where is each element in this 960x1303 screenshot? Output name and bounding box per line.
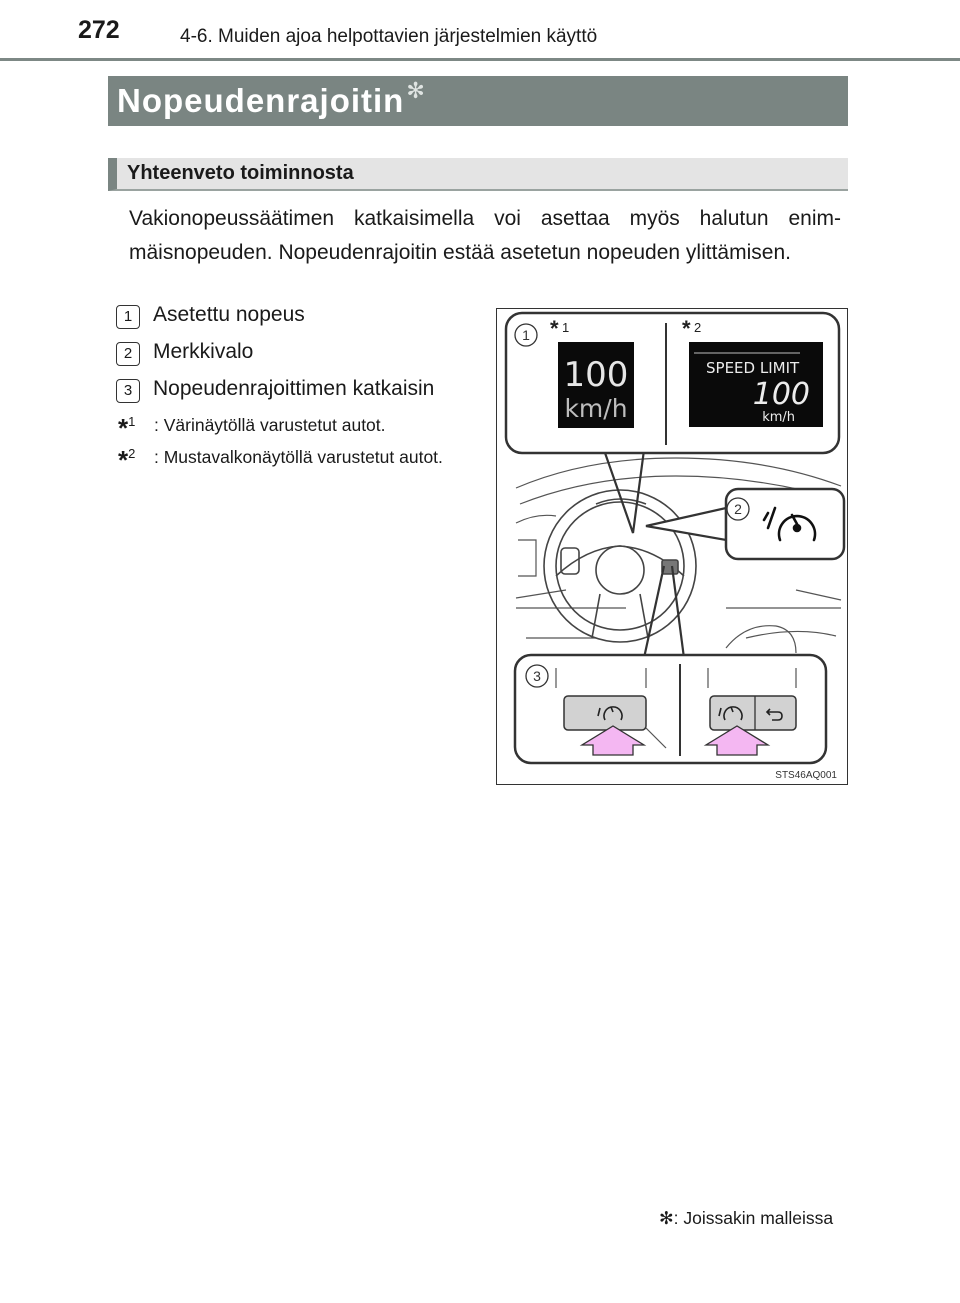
- callout-3-switch: [515, 655, 826, 763]
- note-item: [118, 445, 476, 476]
- svg-text:*: *: [550, 316, 559, 341]
- svg-text:100: 100: [563, 355, 629, 395]
- legend-item: [116, 377, 476, 414]
- page-title-text: Nopeudenrajoitin: [117, 82, 405, 119]
- page-number: 272: [78, 16, 120, 44]
- callout-2-indicator: [726, 489, 844, 559]
- legend-number: 1: [116, 305, 140, 329]
- legend-list: [116, 303, 476, 414]
- svg-text:2: 2: [734, 501, 742, 517]
- svg-text:2: 2: [694, 320, 702, 335]
- title-asterisk-mark: ✻: [406, 78, 426, 103]
- footnote: ✻: Joissakin malleissa: [659, 1208, 834, 1228]
- legend-number: 3: [116, 379, 140, 403]
- legend-label: Merkkivalo: [153, 340, 254, 363]
- svg-text:km/h: km/h: [762, 410, 795, 425]
- section-subheading-text: Yhteenveto toiminnosta: [127, 162, 354, 184]
- callout-1-displays: [506, 313, 839, 453]
- svg-text:km/h: km/h: [564, 394, 628, 423]
- legend-item: [116, 303, 476, 340]
- svg-text:1: 1: [522, 327, 530, 343]
- limiter-switch-right: [710, 696, 796, 730]
- note-asterisk: *$^2$: [118, 445, 136, 476]
- legend-number: 2: [116, 342, 140, 366]
- svg-text:1: 1: [562, 320, 570, 335]
- svg-text:SPEED LIMIT: SPEED LIMIT: [706, 359, 800, 377]
- figure-code: STS46AQ001: [775, 770, 837, 781]
- legend-label: Asetettu nopeus: [153, 303, 305, 326]
- note-asterisk: *$^1$: [118, 413, 136, 444]
- svg-text:*: *: [682, 316, 691, 341]
- svg-text:100: 100: [752, 377, 810, 412]
- legend-item: [116, 340, 476, 377]
- note-text: : Mustavalkonäytöllä varustetut autot.: [154, 447, 443, 467]
- notes-list: [118, 413, 476, 477]
- speed-limiter-illustration: [496, 308, 848, 785]
- note-item: [118, 413, 476, 444]
- header-rule: [0, 58, 960, 61]
- svg-text:3: 3: [533, 668, 541, 684]
- page-title: [117, 78, 426, 120]
- section-subheading: [108, 158, 848, 191]
- note-text: : Värinäytöllä varustetut autot.: [154, 415, 386, 435]
- intro-paragraph: Vakionopeussäätimen katkaisimella voi asettaa myös halutun enimmäisnopeuden. Nopeudenrajoitin estää asetetun nopeuden ylittämisen.: [129, 207, 841, 264]
- running-head: 4-6. Muiden ajoa helpottavien järjestelmien käyttö: [180, 26, 598, 47]
- legend-label: Nopeudenrajoittimen katkaisin: [153, 377, 435, 400]
- title-bar: [108, 76, 848, 126]
